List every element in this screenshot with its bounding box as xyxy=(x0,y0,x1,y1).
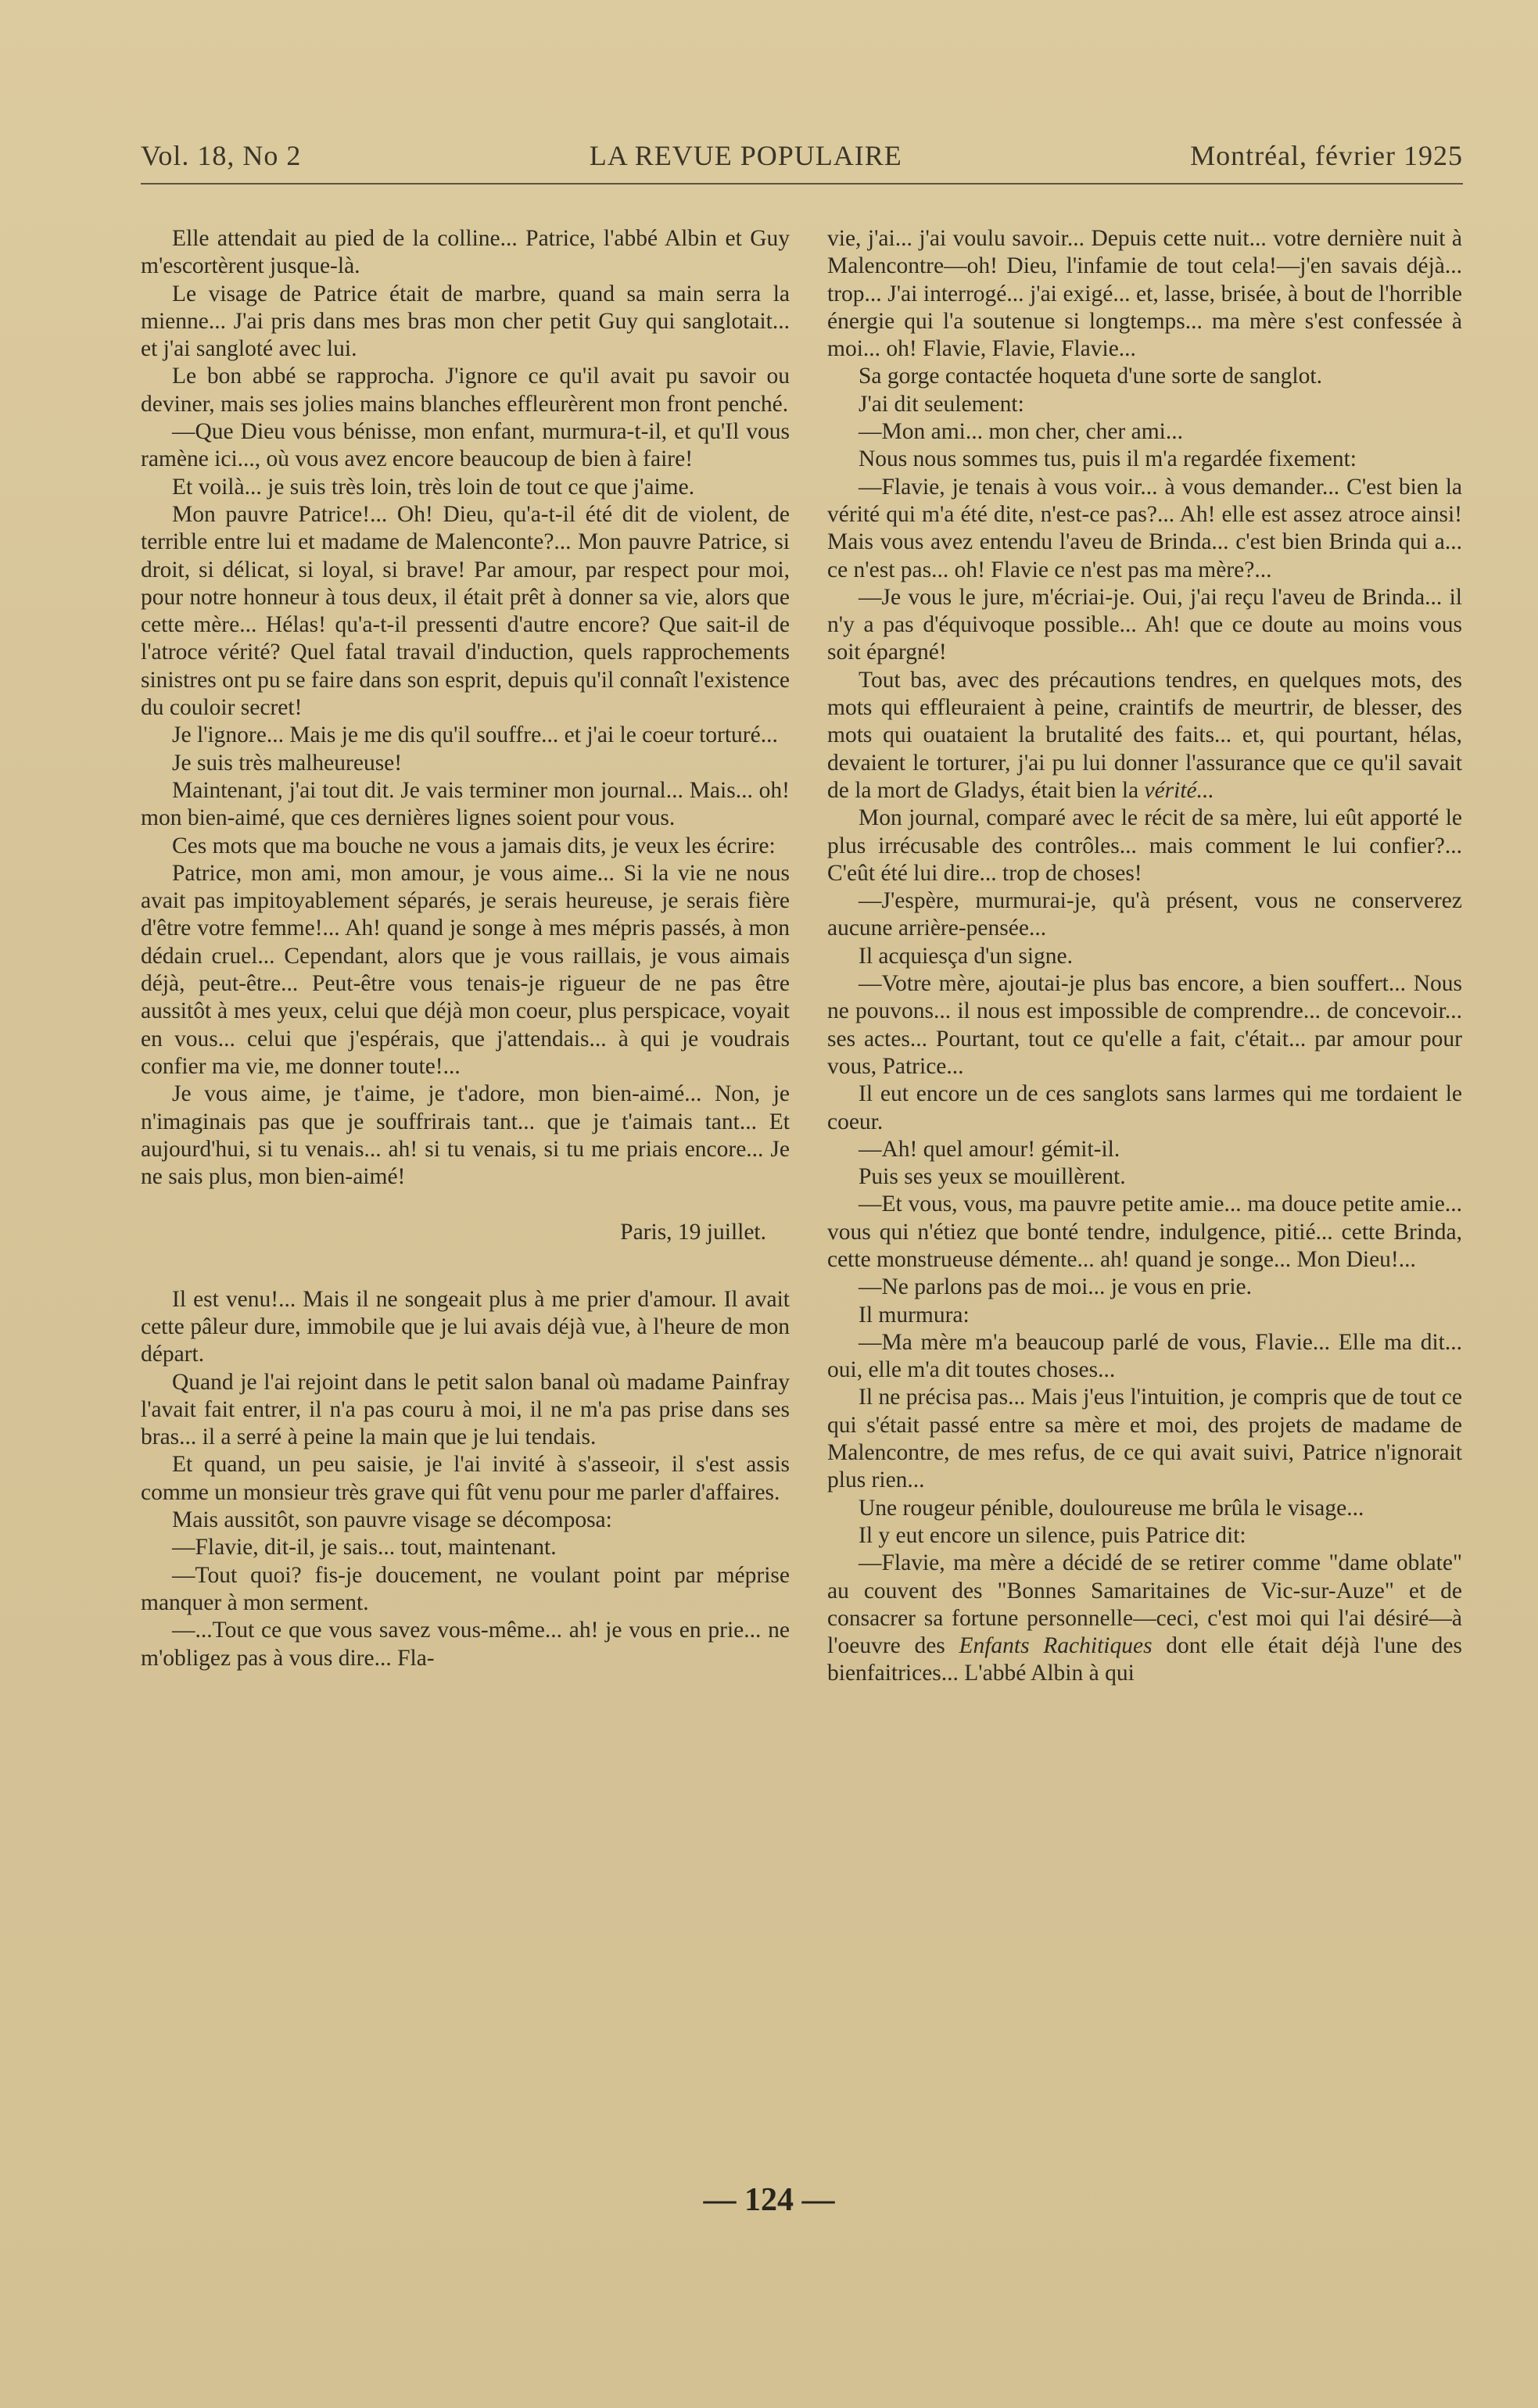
paragraph xyxy=(827,667,1462,804)
paragraph: Je l'ignore... Mais je me dis qu'il souffre... et j'ai le coeur torturé... xyxy=(172,722,778,748)
paragraph: Mon journal, comparé avec le récit de sa mère, lui eût apporté le plus irrécusable des contrôles... mais comment le lui confier?... C'eût été lui dire... trop de choses! xyxy=(827,805,1462,886)
paragraph: Ces mots que ma bouche ne vous a jamais dits, je veux les écrire: xyxy=(172,833,776,858)
paragraph: vie, j'ai... j'ai voulu savoir... Depuis cette nuit... votre dernière nuit à Malencontre—oh! Dieu, l'infamie de tout cela!—j'en savais déjà... trop... J'ai interrogé... j'ai exigé... et, lasse, brisée, à bout de l'horrible énergie qui l'a soutenue si longtemps... ma mère s'est confessée à moi... oh! Flavie, Flavie, Flavie... xyxy=(827,226,1462,362)
paragraph: —Flavie, dit-il, je sais... tout, maintenant. xyxy=(172,1535,557,1561)
paragraph: Une rougeur pénible, douloureuse me brûla le visage... xyxy=(859,1495,1364,1521)
volume-number: Vol. 18, No 2 xyxy=(141,140,302,171)
paragraph: —Ah! quel amour! gémit-il. xyxy=(859,1136,1120,1162)
paragraph-text: —Flavie, ma mère a décidé de se retirer comme "dame oblate" au couvent des "Bonnes Samaritaines de Vic-sur-Auze" et de consacrer sa fortune personnelle—ceci, c'est moi qui l'ai désiré—à l'oeuvre des xyxy=(827,1550,1462,1659)
paragraph: —Je vous le jure, m'écriai-je. Oui, j'ai reçu l'aveu de Brinda... il n'y a pas d'équivoque possible... Ah! que ce doute au moins vous soit épargné! xyxy=(827,584,1462,665)
paragraph: —Ne parlons pas de moi... je vous en prie. xyxy=(859,1274,1253,1300)
page-number: — 124 — xyxy=(703,2182,835,2218)
paragraph: J'ai dit seulement: xyxy=(859,391,1024,417)
journal-title: LA REVUE POPULAIRE xyxy=(589,140,902,171)
paragraph: Il eut encore un de ces sanglots sans larmes qui me tordaient le coeur. xyxy=(827,1081,1462,1134)
paragraph-text: Tout bas, avec des précautions tendres, en quelques mots, des mots qui effleuraient à peine, craintifs de meurtrir, de blesser, des mots qui ouataient la brutalité des faits... et, qui pourtant, hélas, devaient le torturer, j'ai pu lui donner l'assurance que ce qu'il savait de la mort de Gladys, était bien la xyxy=(827,667,1462,803)
paragraph: —J'espère, murmurai-je, qu'à présent, vous ne conserverez aucune arrière-pensée... xyxy=(827,888,1462,941)
running-header xyxy=(141,139,1463,183)
paragraph: Sa gorge contactée hoqueta d'une sorte de sanglot. xyxy=(859,364,1322,389)
paragraph: Et voilà... je suis très loin, très loin de tout ce que j'aime. xyxy=(172,474,695,500)
paragraph: —Flavie, je tenais à vous voir... à vous demander... C'est bien la vérité qui m'a été dite, n'est-ce pas?... Ah! elle est assez atroce ainsi! Mais vous avez entendu l'aveu de Brinda... c'est bien Brinda qui a... ce n'est pas... oh! Flavie ce n'est pas ma mère?... xyxy=(827,474,1462,582)
paragraph: Je suis très malheureuse! xyxy=(172,750,403,776)
right-column xyxy=(827,225,1462,1688)
paragraph: Patrice, mon ami, mon amour, je vous aime... Si la vie ne nous avait pas impitoyablement séparés, je serais heureuse, je serais fière d'être votre femme!... Ah! quand je songe à mes mépris passés, à mon dédain cruel... Cependant, alors que je vous raillais, je vous aimais déjà, peut-être... Peut-être vous tenais-je rigueur de ne pas être aussitôt à mes yeux, celui que déjà mon coeur, plus perspicace, voyait en vous... celui que j'espérais, que j'attendais... à qui je voudrais confier ma vie, me donner toute!... xyxy=(141,860,790,1079)
paragraph: Il murmura: xyxy=(859,1302,970,1328)
italic-word: vérité... xyxy=(1144,777,1214,803)
paragraph: Je vous aime, je t'aime, je t'adore, mon bien-aimé... Non, je n'imaginais pas que je souffrirais tant... que je t'aimais tant... Et aujourd'hui, si tu venais... ah! si tu venais, si tu me priais encore... Je ne sais plus, mon bien-aimé! xyxy=(141,1081,790,1190)
paragraph: Et quand, un peu saisie, je l'ai invité à s'asseoir, il s'est assis comme un monsieur très grave qui fût venu pour me parler d'affaires. xyxy=(141,1452,790,1505)
paragraph: Elle attendait au pied de la colline... Patrice, l'abbé Albin et Guy m'escortèrent jusque-là. xyxy=(141,226,790,279)
paragraph: —Votre mère, ajoutai-je plus bas encore, a bien souffert... Nous ne pouvons... il nous est impossible de comprendre... de concevoir... ses actes... Pourtant, tout ce qu'elle a fait, c'était... par amour pour vous, Patrice... xyxy=(827,971,1462,1079)
paragraph-text: dont elle était déjà l'une des bienfaitrices... L'abbé Albin à qui xyxy=(827,1633,1462,1686)
paragraph: —Ma mère m'a beaucoup parlé de vous, Flavie... Elle ma dit... oui, elle m'a dit toutes choses... xyxy=(827,1329,1462,1383)
paragraph: Mais aussitôt, son pauvre visage se décomposa: xyxy=(172,1507,612,1533)
left-column xyxy=(141,225,790,1672)
paragraph: Maintenant, j'ai tout dit. Je vais terminer mon journal... Mais... oh! mon bien-aimé, que ces dernières lignes soient pour vous. xyxy=(141,777,790,831)
paragraph: Il y eut encore un silence, puis Patrice dit: xyxy=(859,1522,1246,1548)
paragraph: Le bon abbé se rapprocha. J'ignore ce qu'il avait pu savoir ou deviner, mais ses jolies mains blanches effleurèrent mon front penché. xyxy=(141,364,790,417)
paragraph xyxy=(827,1550,1462,1687)
paragraph: Il acquiesça d'un signe. xyxy=(859,943,1073,969)
paragraph: —Et vous, vous, ma pauvre petite amie... ma douce petite amie... vous qui n'étiez que bonté tendre, indulgence, pitié... cette Brinda, cette monstrueuse démente... ah! quand je songe... Mon Dieu!... xyxy=(827,1191,1462,1272)
italic-phrase: Enfants Rachitiques xyxy=(959,1633,1153,1659)
paragraph: Il est venu!... Mais il ne songeait plus à me prier d'amour. Il avait cette pâleur dure, immobile que je lui avais déjà vue, à l'heure de mon départ. xyxy=(141,1286,790,1367)
paragraph: Puis ses yeux se mouillèrent. xyxy=(859,1164,1126,1190)
paragraph: —Tout quoi? fis-je doucement, ne voulant point par méprise manquer à mon serment. xyxy=(141,1562,790,1615)
paragraph: Il ne précisa pas... Mais j'eus l'intuition, je compris que de tout ce qui s'était passé entre sa mère et moi, des projets de madame de Malencontre, de mes refus, de ce qui avait suivi, Patrice n'ignorait plus rien... xyxy=(827,1385,1462,1493)
issue-date: Montréal, février 1925 xyxy=(1190,140,1463,171)
paragraph: Quand je l'ai rejoint dans le petit salon banal où madame Painfray l'avait fait entrer, il n'a pas couru à moi, il ne m'a pas prise dans ses bras... il a serré à peine la main que je lui tendais. xyxy=(141,1369,790,1450)
paragraph: Le visage de Patrice était de marbre, quand sa main serra la mienne... J'ai pris dans mes bras mon cher petit Guy qui sanglotait... et j'ai sangloté avec lui. xyxy=(141,281,790,362)
diary-dateline: Paris, 19 juillet. xyxy=(620,1220,766,1245)
paragraph: —Que Dieu vous bénisse, mon enfant, murmura-t-il, et qu'Il vous ramène ici..., où vous avez encore beaucoup de bien à faire! xyxy=(141,419,790,472)
paragraph: —Mon ami... mon cher, cher ami... xyxy=(859,419,1183,445)
paragraph: —...Tout ce que vous savez vous-même... ah! je vous en prie... ne m'obligez pas à vous dire... Fla- xyxy=(141,1618,790,1671)
paragraph: Nous nous sommes tus, puis il m'a regardée fixement: xyxy=(859,446,1357,472)
header-rule xyxy=(141,183,1463,185)
paragraph: Mon pauvre Patrice!... Oh! Dieu, qu'a-t-il été dit de violent, de terrible entre lui et madame de Malenconte?... Mon pauvre Patrice, si droit, si délicat, si loyal, si brave! Par amour, par respect pour moi, pour notre honneur à tous deux, il était prêt à donner sa vie, alors que cette mère... Hélas! qu'a-t-il pressenti d'autre encore? Que sait-il de l'atroce vérité? Quel fatal travail d'induction, quels rapprochements sinistres ont pu se faire dans son esprit, depuis qu'il connaît l'existence du couloir secret! xyxy=(141,501,790,721)
